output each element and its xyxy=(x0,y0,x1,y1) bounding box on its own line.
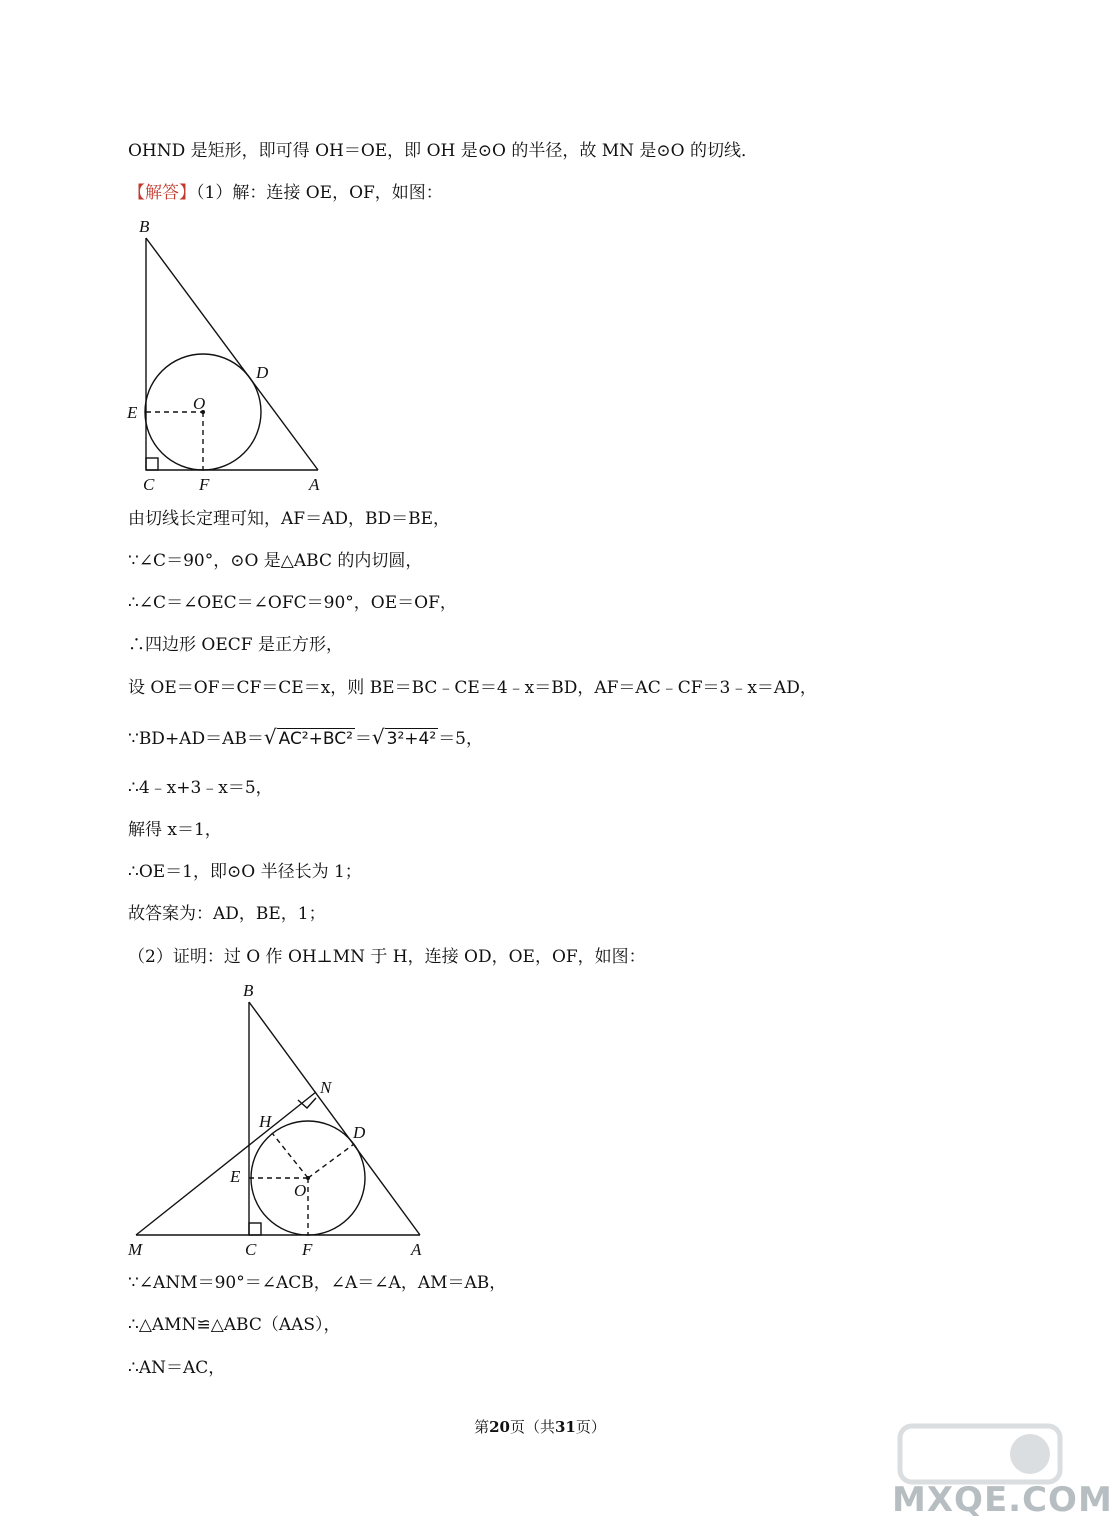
text-line-11: 故答案为：AD，BE，1； xyxy=(128,904,326,924)
text-line-15: ∴AN＝AC， xyxy=(128,1358,226,1378)
text-line-1: OHND 是矩形，即可得 OH＝OE，即 OH 是⊙O 的半径，故 MN 是⊙O 的切线． xyxy=(128,141,759,161)
sqrt-sign-1: √ xyxy=(263,725,277,749)
text-line-12: （2）证明：过 O 作 OH⊥MN 于 H，连接 OD，OE，OF，如图： xyxy=(128,947,646,967)
fig1-side-ab xyxy=(146,238,318,470)
fig2-side-ab xyxy=(249,1002,420,1235)
fig2-oh-dashed xyxy=(272,1133,308,1178)
footer-prefix: 第 xyxy=(474,1418,490,1436)
footer-page-num: 20 xyxy=(489,1418,510,1436)
text-line-5: ∴∠C＝∠OEC＝∠OFC＝90°，OE＝OF， xyxy=(128,593,457,613)
sqrt-radicand-1: AC²+BC² xyxy=(278,729,353,749)
text-line-3: 由切线长定理可知，AF＝AD，BD＝BE， xyxy=(128,509,451,529)
answer-tag: 【解答】 xyxy=(128,183,196,203)
fig1-label-d: D xyxy=(256,363,269,382)
fig2-label-a: A xyxy=(411,1240,422,1259)
footer-suffix: 页） xyxy=(575,1418,606,1436)
fig2-label-c: C xyxy=(245,1240,257,1259)
fig2-od-dashed xyxy=(308,1144,354,1178)
fig2-label-n: N xyxy=(320,1078,332,1097)
fig1-label-a: A xyxy=(309,475,320,494)
fig2-label-m: M xyxy=(128,1240,143,1259)
text-line-2-body: （1）解：连接 OE，OF，如图： xyxy=(196,183,443,203)
sqrt-sign-2: √ xyxy=(371,725,385,749)
fig1-right-angle-mark xyxy=(146,458,158,470)
fig1-label-o: O xyxy=(193,394,206,413)
fig2-label-f: F xyxy=(302,1240,313,1259)
fig2-line-mn xyxy=(136,1092,316,1235)
fig2-right-angle-c xyxy=(249,1223,261,1235)
sqrt-suffix: ＝5， xyxy=(438,729,484,749)
sqrt-prefix: ∵BD+AD＝AB＝ xyxy=(128,729,264,749)
text-line-9: 解得 x＝1， xyxy=(128,820,222,840)
text-line-4: ∵∠C＝90°，⊙O 是△ABC 的内切圆， xyxy=(128,551,423,571)
footer-total: 31 xyxy=(555,1418,576,1436)
sqrt-line xyxy=(128,726,483,750)
fig2-label-d: D xyxy=(353,1123,366,1142)
fig1-label-e: E xyxy=(127,403,138,422)
fig1-label-b: B xyxy=(139,217,150,236)
fig2-label-h: H xyxy=(259,1112,272,1131)
text-line-6: ∴四边形 OECF 是正方形， xyxy=(128,635,343,655)
fig2-label-o: O xyxy=(294,1181,307,1200)
sqrt-eq: ＝ xyxy=(354,729,372,749)
watermark-text: MXQE.COM xyxy=(892,1480,1113,1520)
sqrt-radicand-2: 3²+4² xyxy=(386,729,437,749)
text-line-7: 设 OE＝OF＝CF＝CE＝x，则 BE＝BC﹣CE＝4﹣x＝BD，AF＝AC﹣CF＝3﹣x＝AD， xyxy=(128,678,817,698)
text-line-13: ∵∠ANM＝90°＝∠ACB，∠A＝∠A，AM＝AB， xyxy=(128,1273,507,1293)
fig1-label-f: F xyxy=(199,475,210,494)
text-line-14: ∴△AMN≌△ABC（AAS）， xyxy=(128,1315,341,1335)
text-line-8: ∴4﹣x+3﹣x＝5， xyxy=(128,778,273,798)
fig1-label-c: C xyxy=(143,475,155,494)
footer-mid: 页（共 xyxy=(509,1418,555,1436)
text-line-10: ∴OE＝1，即⊙O 半径长为 1； xyxy=(128,862,362,882)
fig2-label-e: E xyxy=(230,1167,241,1186)
fig2-center-dot xyxy=(306,1176,310,1180)
fig2-label-b: B xyxy=(243,981,254,1000)
